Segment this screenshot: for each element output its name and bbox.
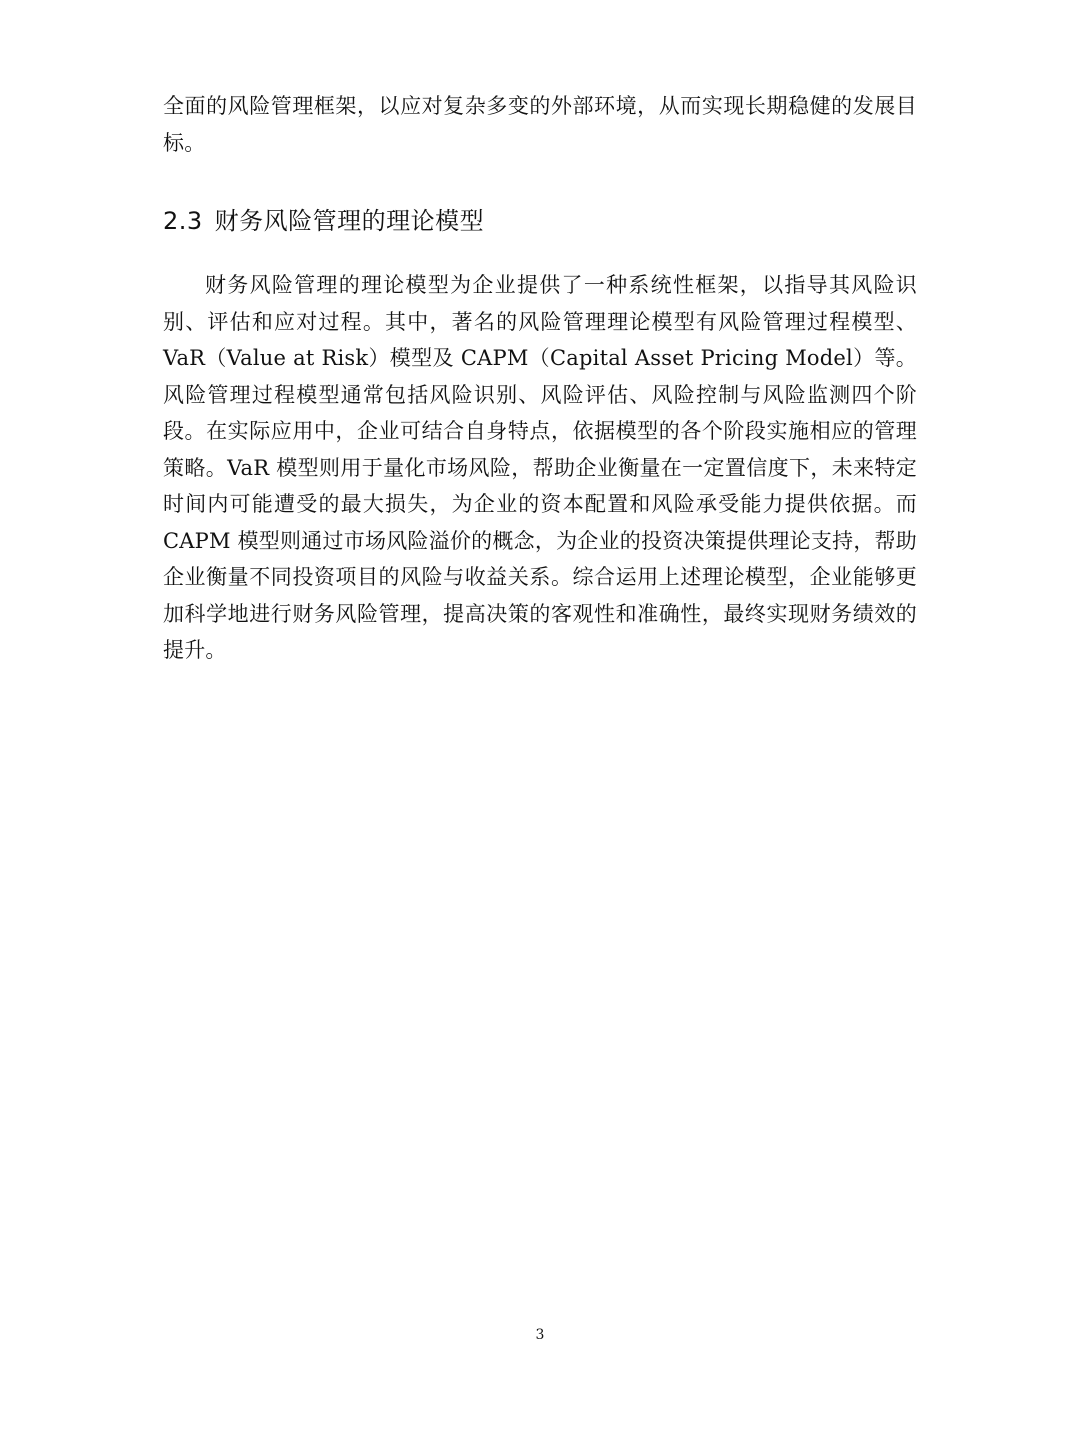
section-number: 2.3 (163, 207, 203, 235)
intro-paragraph: 全面的风险管理框架，以应对复杂多变的外部环境，从而实现长期稳健的发展目标。 (163, 94, 917, 155)
page-content (163, 88, 917, 669)
section-heading (163, 201, 917, 241)
page-number: 3 (535, 1327, 545, 1343)
body-paragraph: 财务风险管理的理论模型为企业提供了一种系统性框架，以指导其风险识别、评估和应对过程。其中，著名的风险管理理论模型有风险管理过程模型、VaR（Value at Risk）模型及 CAPM（Capital Asset Pricing Model）等。风险管理过程模型通常包括风险识别、风险评估、风险控制与风险监测四个阶段。在实际应用中，企业可结合自身特点，依据模型的各个阶段实施相应的管理策略。VaR 模型则用于量化市场风险，帮助企业衡量在一定置信度下，未来特定时间内可能遭受的最大损失，为企业的资本配置和风险承受能力提供依据。而 CAPM 模型则通过市场风险溢价的概念，为企业的投资决策提供理论支持，帮助企业衡量不同投资项目的风险与收益关系。综合运用上述理论模型，企业能够更加科学地进行财务风险管理，提高决策的客观性和准确性，最终实现财务绩效的提升。 (163, 273, 917, 662)
section-title: 财务风险管理的理论模型 (214, 207, 485, 235)
